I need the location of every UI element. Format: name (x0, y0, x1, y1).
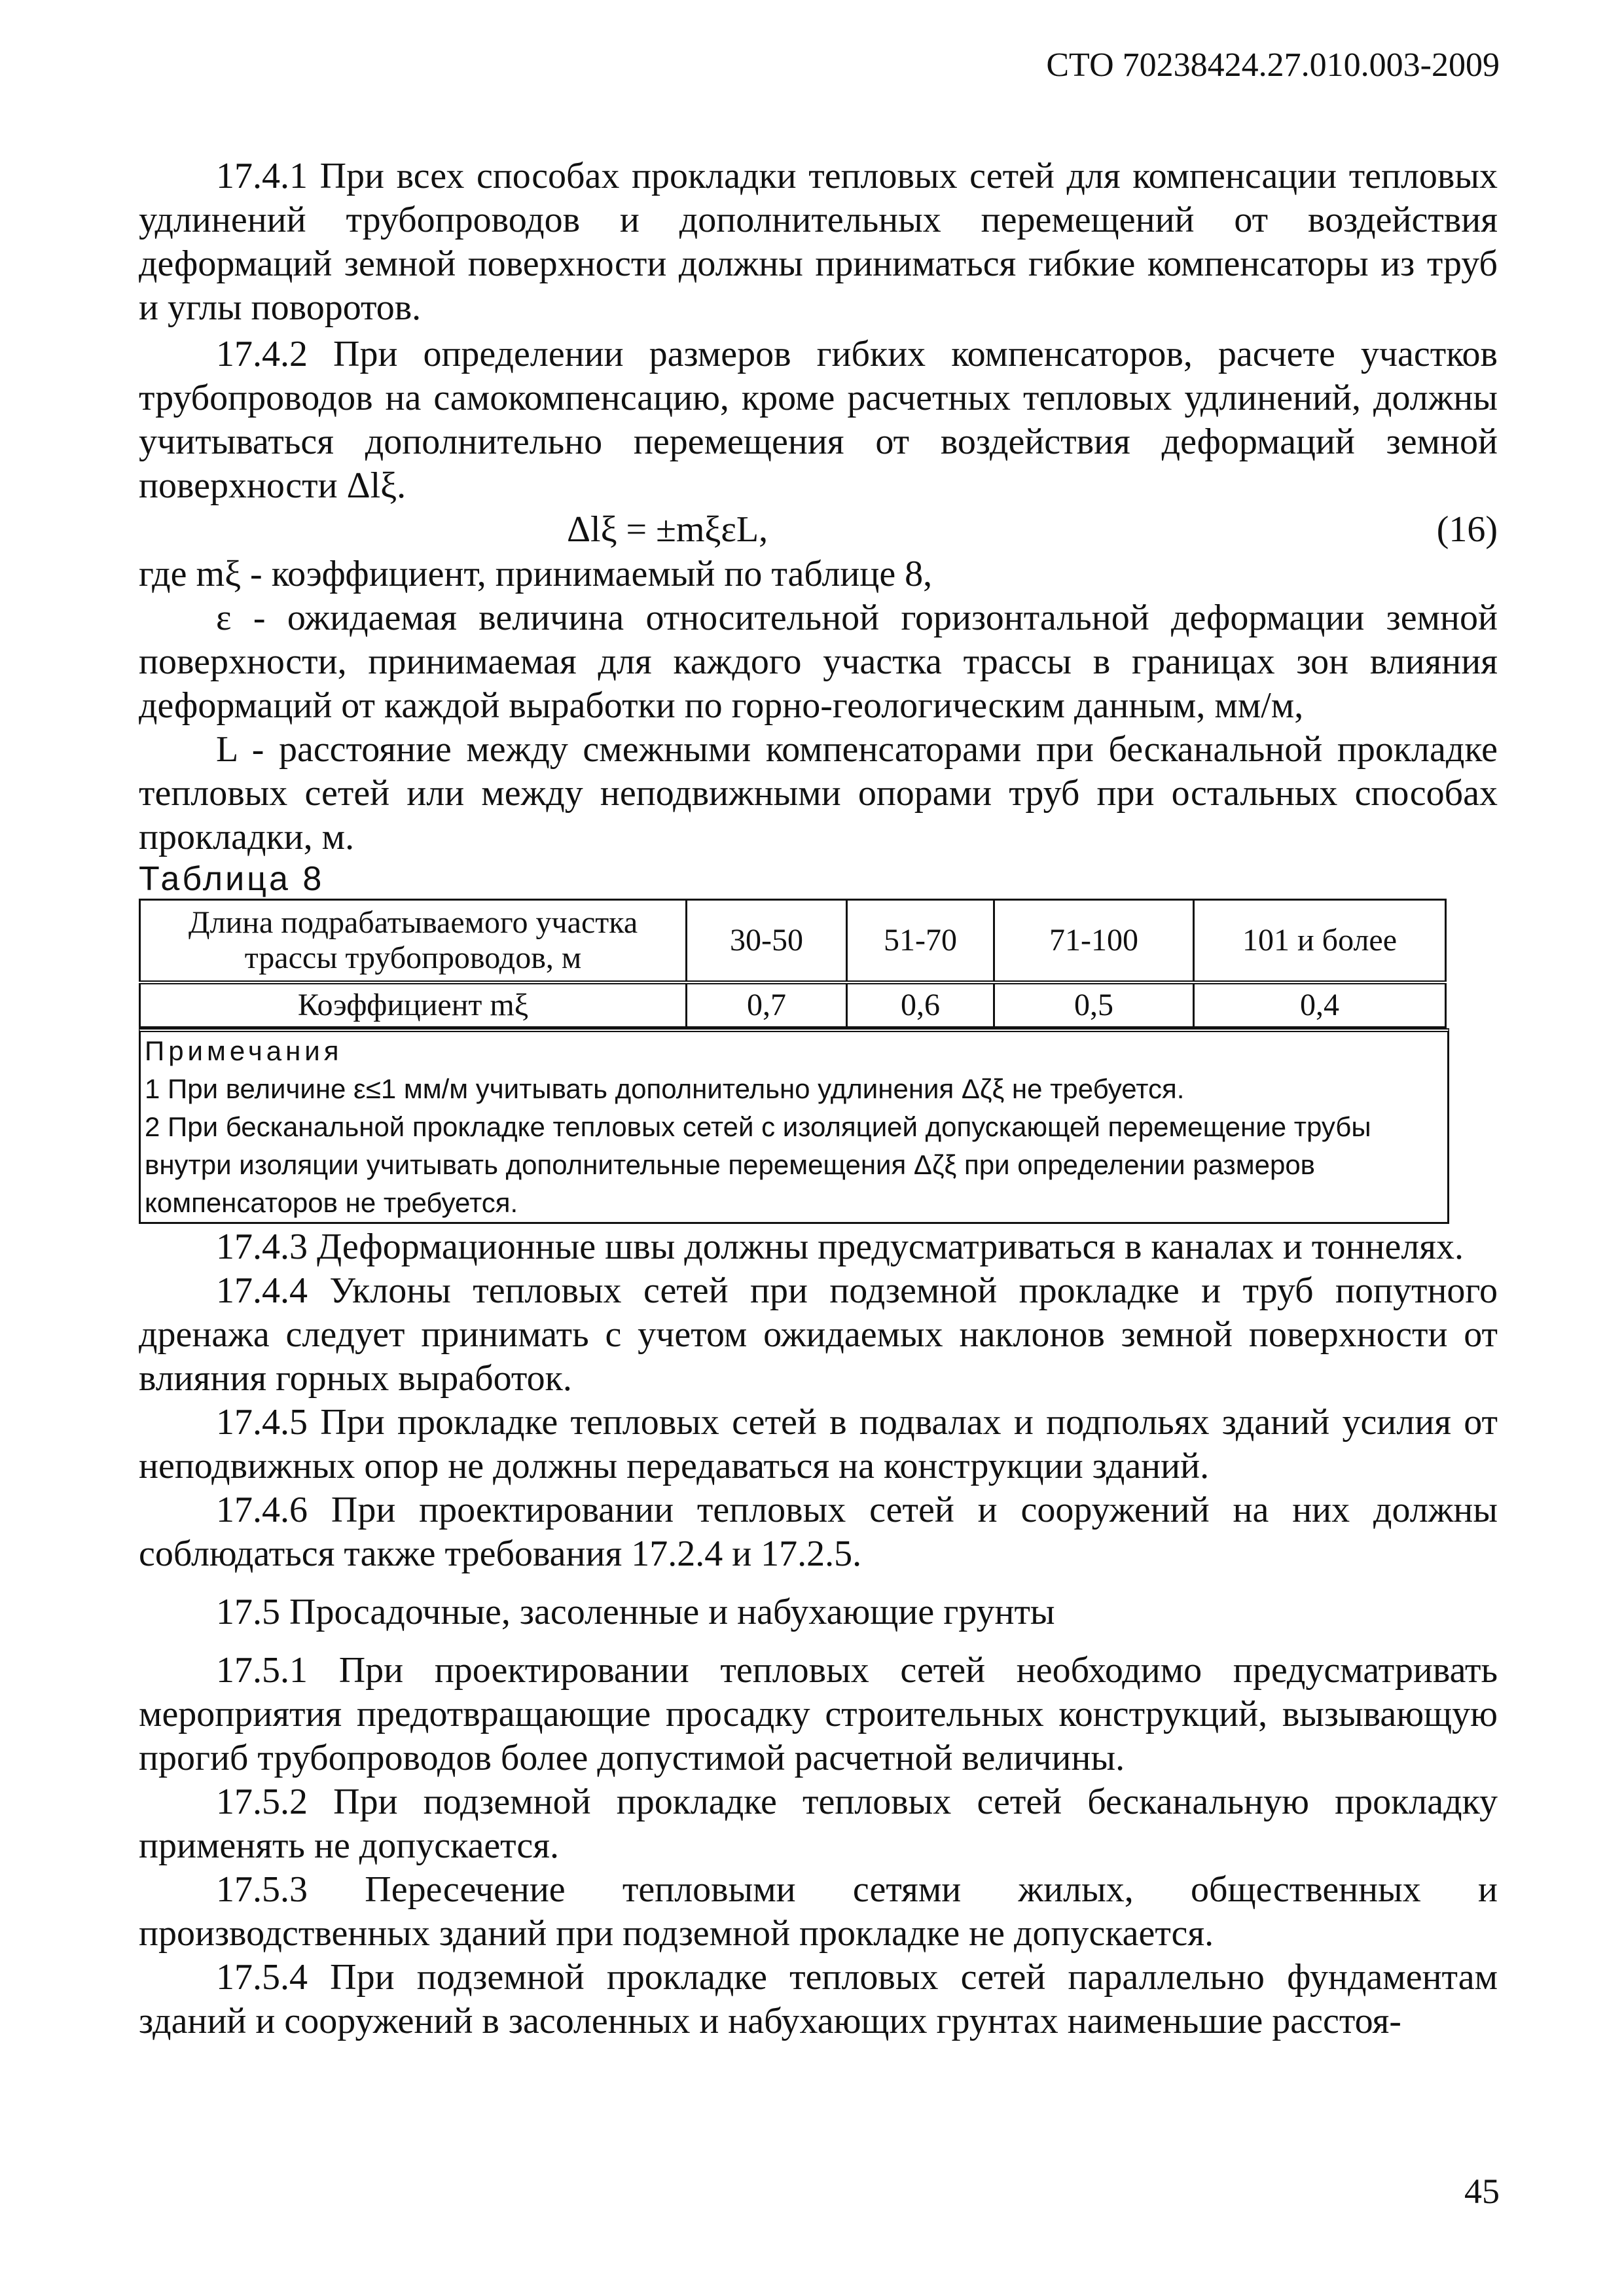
table-row-coefficient (140, 982, 1446, 1028)
paragraph-17-5-3: 17.5.3 Пересечение тепловыми сетями жилых, общественных и производственных зданий при подземной прокладке не допускается. (139, 1869, 1498, 1954)
equation-number: (16) (1436, 509, 1498, 550)
formula-row (139, 508, 1498, 552)
document-body (139, 154, 1498, 2043)
page-number: 45 (1464, 2172, 1500, 2211)
paragraph-17-5-1: 17.5.1 При проектировании тепловых сетей необходимо предусматривать мероприятия предотвращающие просадку строительных конструкций, вызывающую прогиб трубопроводов более допустимой расчетной величины. (139, 1650, 1498, 1778)
definition-epsilon: ε - ожидаемая величина относительной горизонтальной деформации земной поверхности, принимаемая для каждого участка трассы в границах зон влияния деформаций от каждой выработки по горно-геологическим данным, мм/м, (139, 598, 1498, 726)
definition-L: L - расстояние между смежными компенсаторами при бесканальной прокладке тепловых сетей или между неподвижными опорами труб при остальных способах прокладки, м. (139, 729, 1498, 857)
document-code-header: СТО 70238424.27.010.003-2009 (1046, 46, 1500, 84)
paragraph-17-4-5: 17.4.5 При прокладке тепловых сетей в подвалах и подпольях зданий усилия от неподвижных опор не должны передаваться на конструкции зданий. (139, 1402, 1498, 1486)
table-value-3: 0,5 (994, 982, 1194, 1028)
table-header-row (140, 900, 1446, 983)
table-col-2: 51-70 (847, 900, 994, 983)
table-header-label: Длина подрабатываемого участка трассы трубопроводов, м (140, 900, 687, 983)
table-notes (139, 1028, 1449, 1224)
notes-title: Примечания (145, 1035, 343, 1066)
table-caption: Таблица 8 (139, 860, 325, 898)
note-2: 2 При бесканальной прокладке тепловых сетей с изоляцией допускающей перемещение трубы внутри изоляции учитывать дополнительные перемещения Δζξ при определении размеров компенсаторов не требуется. (145, 1111, 1371, 1218)
paragraph-17-5-2: 17.5.2 При подземной прокладке тепловых сетей бесканальную прокладку применять не допускается. (139, 1782, 1498, 1866)
paragraph-17-4-3: 17.4.3 Деформационные швы должны предусматриваться в каналах и тоннелях. (216, 1227, 1464, 1267)
paragraph-17-4-6: 17.4.6 При проектировании тепловых сетей и сооружений на них должны соблюдаться также требования 17.2.4 и 17.2.5. (139, 1490, 1498, 1574)
formula-16: Δlξ = ±mξεL, (567, 509, 768, 550)
table-row-label: Коэффициент mξ (140, 982, 687, 1028)
note-1: 1 При величине ε≤1 мм/м учитывать дополнительно удлинения Δζξ не требуется. (145, 1073, 1185, 1104)
table-value-1: 0,7 (687, 982, 847, 1028)
where-definition-m: где mξ - коэффициент, принимаемый по таблице 8, (139, 554, 933, 594)
coefficient-table (139, 899, 1447, 1028)
section-heading-17-5: 17.5 Просадочные, засоленные и набухающие грунты (216, 1592, 1055, 1632)
paragraph-17-5-4: 17.5.4 При подземной прокладке тепловых сетей параллельно фундаментам зданий и сооружений в засоленных и набухающих грунтах наименьшие расстоя- (139, 1957, 1498, 2041)
paragraph-17-4-1: 17.4.1 При всех способах прокладки тепловых сетей для компенсации тепловых удлинений трубопроводов и дополнительных перемещений от воздействия деформаций земной поверхности должны приниматься гибкие компенсаторы из труб и углы поворотов. (139, 156, 1498, 328)
table-col-1: 30-50 (687, 900, 847, 983)
paragraph-17-4-2: 17.4.2 При определении размеров гибких компенсаторов, расчете участков трубопроводов на самокомпенсацию, кроме расчетных тепловых удлинений, должны учитываться дополнительно перемещения от воздействия деформаций земной поверхности Δlξ. (139, 334, 1498, 506)
table-col-4: 101 и более (1194, 900, 1446, 983)
table-value-2: 0,6 (847, 982, 994, 1028)
table-value-4: 0,4 (1194, 982, 1446, 1028)
table-col-3: 71-100 (994, 900, 1194, 983)
paragraph-17-4-4: 17.4.4 Уклоны тепловых сетей при подземной прокладке и труб попутного дренажа следует принимать с учетом ожидаемых наклонов земной поверхности от влияния горных выработок. (139, 1270, 1498, 1399)
